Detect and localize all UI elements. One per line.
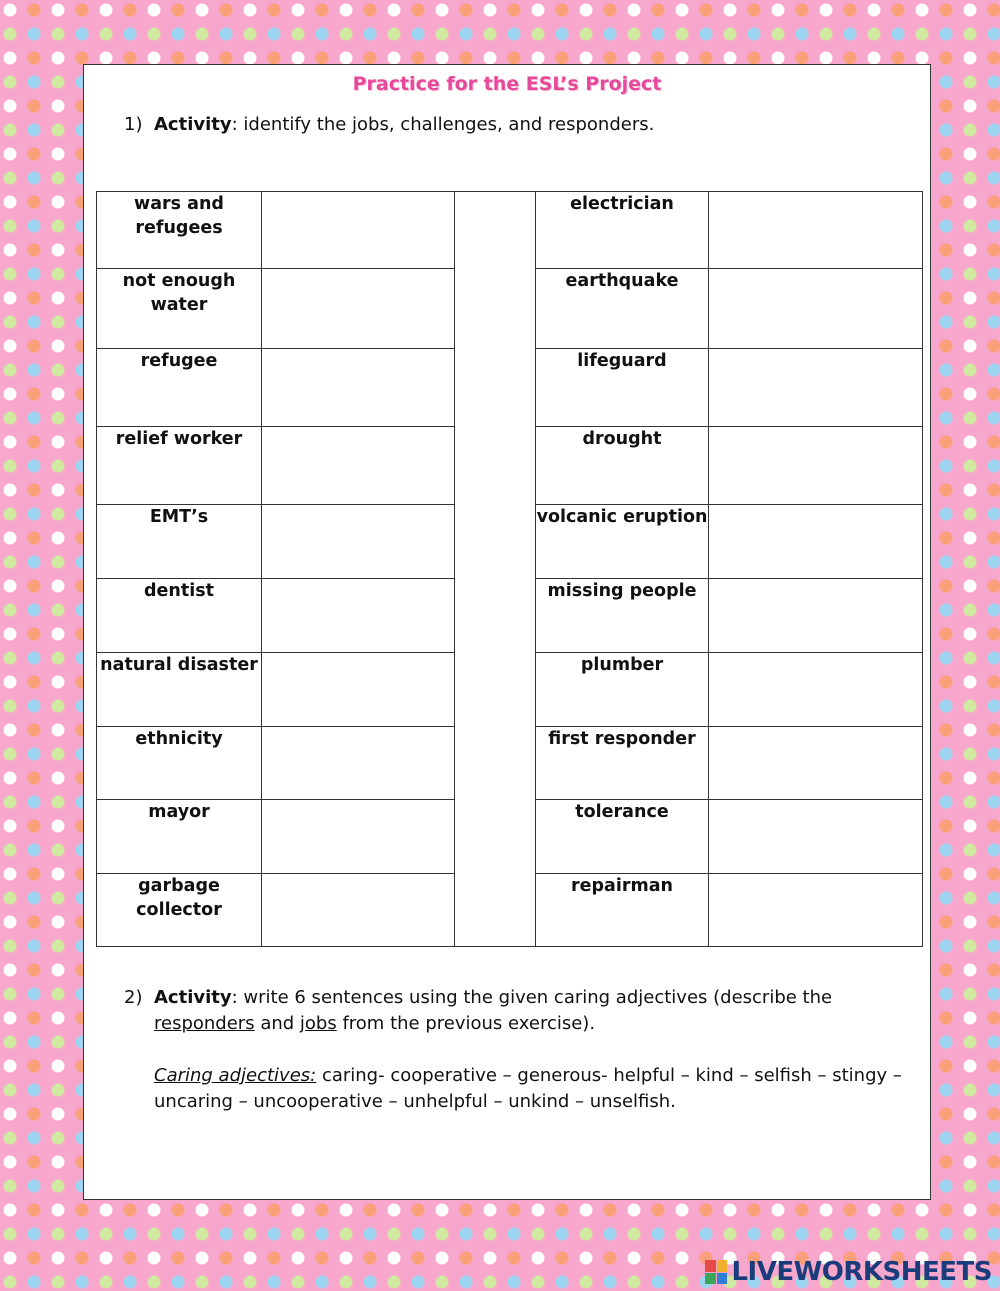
brand-name: LIVEWORKSHEETS xyxy=(731,1257,992,1287)
table-row xyxy=(97,192,923,269)
right-answer-cell[interactable] xyxy=(709,800,923,874)
left-word-cell: garbage collector xyxy=(97,874,262,947)
left-word-cell: refugee xyxy=(97,349,262,427)
activity-1-number: 1) xyxy=(124,114,143,135)
left-answer-cell[interactable] xyxy=(262,349,455,427)
activity-2-text-a: : write 6 sentences using the given caring adjectives (describe the xyxy=(231,987,833,1008)
activity-1-text: : identify the jobs, challenges, and responders. xyxy=(231,114,655,135)
right-word-cell: missing people xyxy=(536,579,709,653)
right-answer-cell[interactable] xyxy=(709,192,923,269)
activity-2-text-b: from the previous exercise). xyxy=(336,1013,596,1034)
liveworksheets-logo-icon xyxy=(705,1260,727,1284)
left-word-cell: natural disaster xyxy=(97,653,262,727)
and-word: and xyxy=(254,1013,300,1034)
left-answer-cell[interactable] xyxy=(262,579,455,653)
activity-1-label: Activity xyxy=(154,114,232,135)
matching-table xyxy=(96,191,923,947)
left-word-cell: mayor xyxy=(97,800,262,874)
right-answer-cell[interactable] xyxy=(709,427,923,505)
right-word-cell: electrician xyxy=(536,192,709,269)
activity-2-number: 2) xyxy=(124,987,143,1008)
left-answer-cell[interactable] xyxy=(262,505,455,579)
activity-2-label: Activity xyxy=(154,987,232,1008)
left-answer-cell[interactable] xyxy=(262,192,455,269)
right-answer-cell[interactable] xyxy=(709,505,923,579)
adjectives-label: Caring adjectives: xyxy=(154,1065,317,1086)
adjectives-list: caring- cooperative – generous- helpful – kind – selfish – stingy – uncaring – uncooperative – unhelpful – unkind – unselfish. xyxy=(154,1065,902,1112)
jobs-word: jobs xyxy=(299,1013,337,1034)
left-answer-cell[interactable] xyxy=(262,427,455,505)
right-word-cell: earthquake xyxy=(536,269,709,349)
worksheet-page xyxy=(83,64,931,1200)
left-answer-cell[interactable] xyxy=(262,800,455,874)
left-answer-cell[interactable] xyxy=(262,874,455,947)
right-answer-cell[interactable] xyxy=(709,727,923,800)
left-answer-cell[interactable] xyxy=(262,653,455,727)
right-word-cell: tolerance xyxy=(536,800,709,874)
right-answer-cell[interactable] xyxy=(709,579,923,653)
right-word-cell: volcanic eruption xyxy=(536,505,709,579)
left-answer-cell[interactable] xyxy=(262,269,455,349)
liveworksheets-logo xyxy=(705,1257,992,1287)
left-word-cell: not enough water xyxy=(97,269,262,349)
activity-1-instruction xyxy=(124,112,654,138)
left-word-cell: wars and refugees xyxy=(97,192,262,269)
left-word-cell: EMT’s xyxy=(97,505,262,579)
right-word-cell: first responder xyxy=(536,727,709,800)
left-word-cell: dentist xyxy=(97,579,262,653)
right-answer-cell[interactable] xyxy=(709,874,923,947)
right-answer-cell[interactable] xyxy=(709,269,923,349)
left-answer-cell[interactable] xyxy=(262,727,455,800)
right-word-cell: lifeguard xyxy=(536,349,709,427)
right-answer-cell[interactable] xyxy=(709,349,923,427)
left-word-cell: ethnicity xyxy=(97,727,262,800)
responders-word: responders xyxy=(154,1013,255,1034)
right-answer-cell[interactable] xyxy=(709,653,923,727)
spacer-column xyxy=(455,192,536,947)
right-word-cell: plumber xyxy=(536,653,709,727)
left-word-cell: relief worker xyxy=(97,427,262,505)
right-word-cell: repairman xyxy=(536,874,709,947)
activity-2-instruction xyxy=(124,985,924,1115)
right-word-cell: drought xyxy=(536,427,709,505)
page-title: Practice for the ESL’s Project xyxy=(352,73,662,95)
